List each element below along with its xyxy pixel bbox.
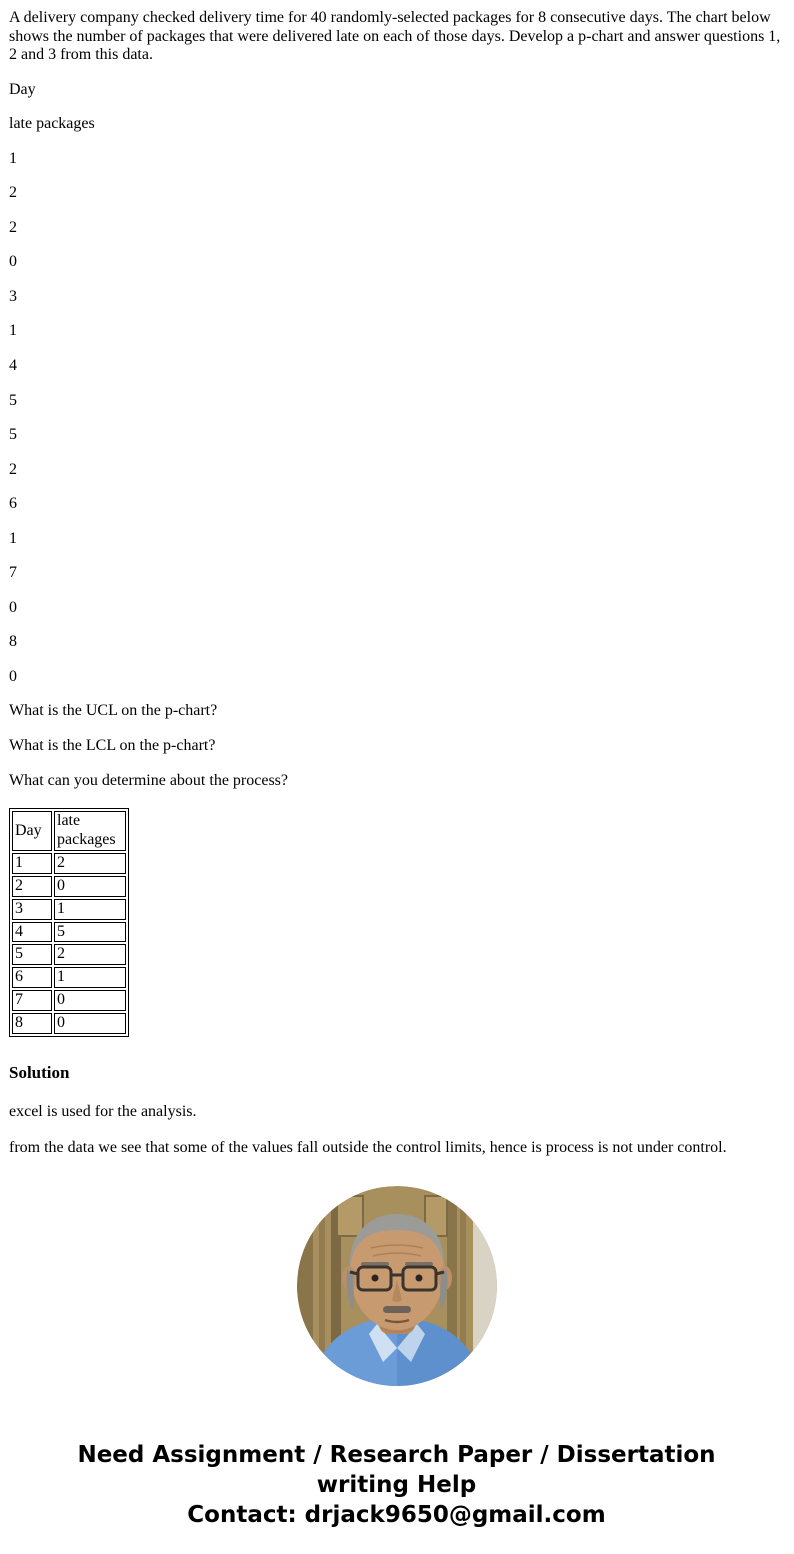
data-list-value: 6 <box>9 495 17 513</box>
table-row <box>12 853 126 874</box>
table-cell-late: 1 <box>54 899 126 920</box>
data-list-value: 1 <box>9 322 17 340</box>
data-list-label-day: Day <box>9 80 36 98</box>
data-list-label-late-packages: late packages <box>9 115 95 133</box>
table-cell-day: 3 <box>12 899 52 920</box>
data-list-value: 2 <box>9 184 17 202</box>
data-list-value: 0 <box>9 253 17 271</box>
table-cell-late: 0 <box>54 876 126 897</box>
question-process: What can you determine about the process? <box>9 771 288 789</box>
table-row <box>12 967 126 988</box>
data-list-value: 2 <box>9 218 17 236</box>
table-cell-day: 5 <box>12 944 52 965</box>
table-row <box>12 899 126 920</box>
table-cell-day: 1 <box>12 853 52 874</box>
table-cell-late: 5 <box>54 922 126 943</box>
footer-help-line-1: Need Assignment / Research Paper / Dissertation <box>77 1441 716 1468</box>
data-list-value: 2 <box>9 460 17 478</box>
table-cell-late: 2 <box>54 853 126 874</box>
presenter-photo-illustration <box>297 1186 497 1386</box>
data-list-value: 0 <box>9 667 17 685</box>
footer-help-line-2: writing Help <box>316 1471 477 1498</box>
table-cell-day: 6 <box>12 967 52 988</box>
table-cell-day: 4 <box>12 922 52 943</box>
solution-line-excel: excel is used for the analysis. <box>9 1102 197 1120</box>
table-cell-day: 2 <box>12 876 52 897</box>
table-cell-late: 1 <box>54 967 126 988</box>
table-row <box>12 1013 126 1034</box>
contact-email-line: Contact: drjack9650@gmail.com <box>187 1501 606 1528</box>
presenter-photo <box>297 1186 497 1386</box>
table-header-day: Day <box>12 811 52 851</box>
table-row <box>12 990 126 1011</box>
data-list-value: 0 <box>9 598 17 616</box>
question-lcl: What is the LCL on the p-chart? <box>9 737 216 755</box>
data-list-value: 4 <box>9 357 17 375</box>
data-list-value: 5 <box>9 391 17 409</box>
table-cell-late: 2 <box>54 944 126 965</box>
table-row <box>12 876 126 897</box>
footer-help-block <box>9 1440 784 1530</box>
solution-line-conclusion: from the data we see that some of the values fall outside the control limits, hence is process is not under control. <box>9 1139 727 1157</box>
data-list-value: 3 <box>9 287 17 305</box>
table-cell-day: 7 <box>12 990 52 1011</box>
table-row <box>12 944 126 965</box>
data-list-value: 8 <box>9 633 17 651</box>
late-packages-table <box>9 808 129 1037</box>
table-header-row <box>12 811 126 851</box>
data-list-value: 1 <box>9 149 17 167</box>
question-ucl: What is the UCL on the p-chart? <box>9 702 218 720</box>
table-cell-day: 8 <box>12 1013 52 1034</box>
table-row <box>12 922 126 943</box>
table-cell-late: 0 <box>54 990 126 1011</box>
table-header-late-packages: late packages <box>54 811 126 851</box>
table-cell-late: 0 <box>54 1013 126 1034</box>
data-list-value: 1 <box>9 529 17 547</box>
data-list-value: 5 <box>9 426 17 444</box>
data-list-value: 7 <box>9 564 17 582</box>
intro-paragraph: A delivery company checked delivery time for 40 randomly-selected packages for 8 consecutive days. The chart below shows the number of packages that were delivered late on each of those days. Develop a p-chart and answer questions 1, 2 and 3 from this data. <box>9 9 781 64</box>
solution-heading: Solution <box>9 1062 70 1082</box>
